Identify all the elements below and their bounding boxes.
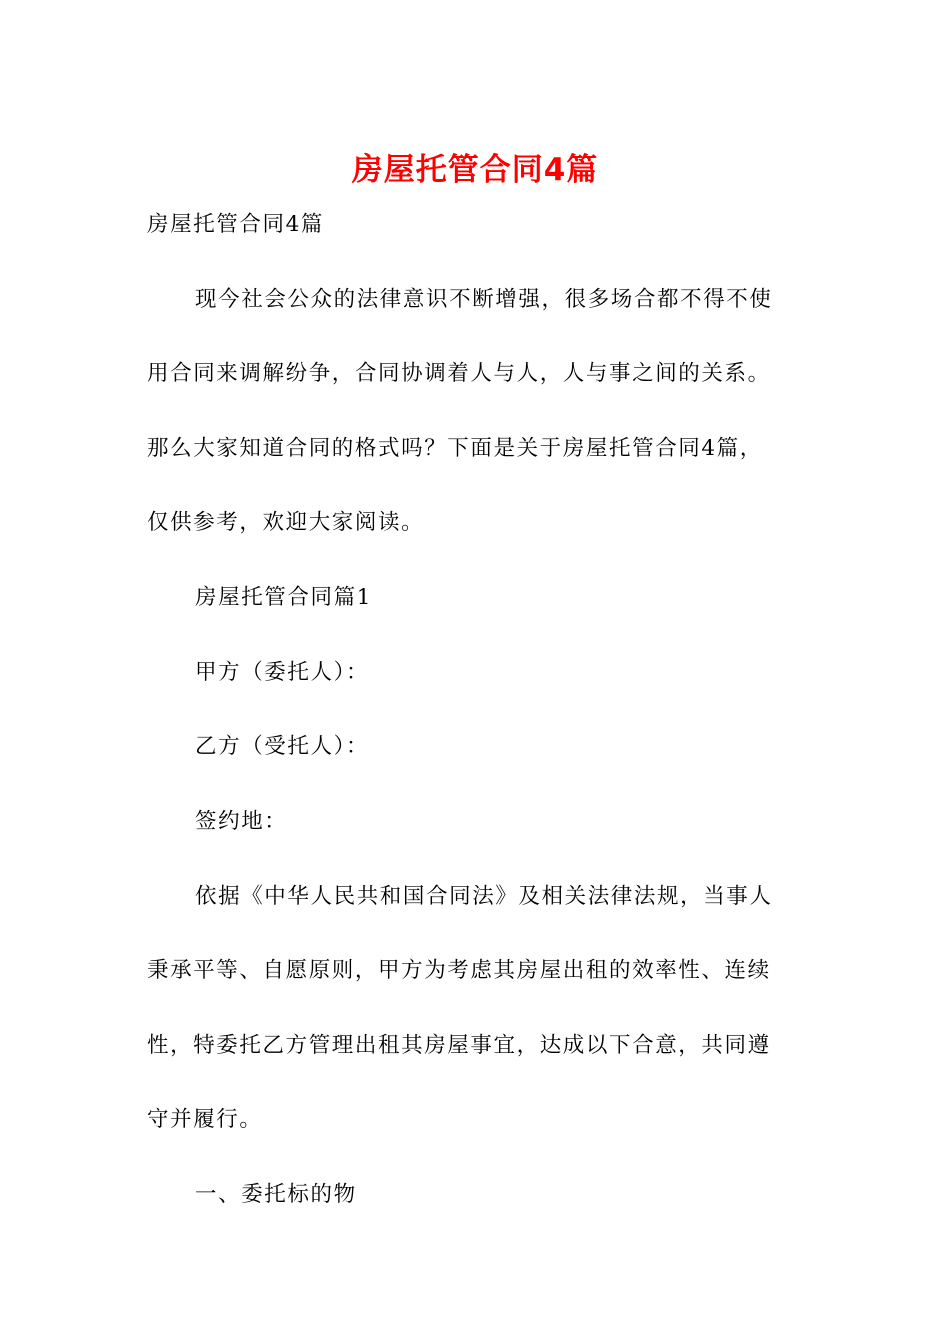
basis-line-4: 守并履行。: [147, 1107, 263, 1132]
basis-line-1: 依据《中华人民共和国合同法》及相关法律法规，当事人: [195, 884, 773, 909]
clause-1-heading: 一、委托标的物: [195, 1182, 357, 1207]
document-subtitle: 房屋托管合同4篇: [147, 212, 324, 237]
basis-line-3: 性，特委托乙方管理出租其房屋事宜，达成以下合意，共同遵: [147, 1033, 771, 1058]
signing-place-label: 签约地：: [195, 809, 288, 834]
party-b-label: 乙方（受托人）：: [195, 734, 370, 759]
intro-line-2: 用合同来调解纷争，合同协调着人与人，人与事之间的关系。: [147, 361, 771, 386]
intro-line-3: 那么大家知道合同的格式吗？下面是关于房屋托管合同4篇，: [147, 436, 763, 461]
intro-line-4: 仅供参考，欢迎大家阅读。: [147, 510, 425, 535]
basis-line-2: 秉承平等、自愿原则，甲方为考虑其房屋出租的效率性、连续: [147, 958, 771, 983]
intro-line-1: 现今社会公众的法律意识不断增强，很多场合都不得不使: [195, 287, 773, 312]
document-title: 房屋托管合同4篇: [351, 152, 599, 188]
section-heading: 房屋托管合同篇1: [195, 585, 372, 610]
party-a-label: 甲方（委托人）：: [195, 660, 370, 685]
